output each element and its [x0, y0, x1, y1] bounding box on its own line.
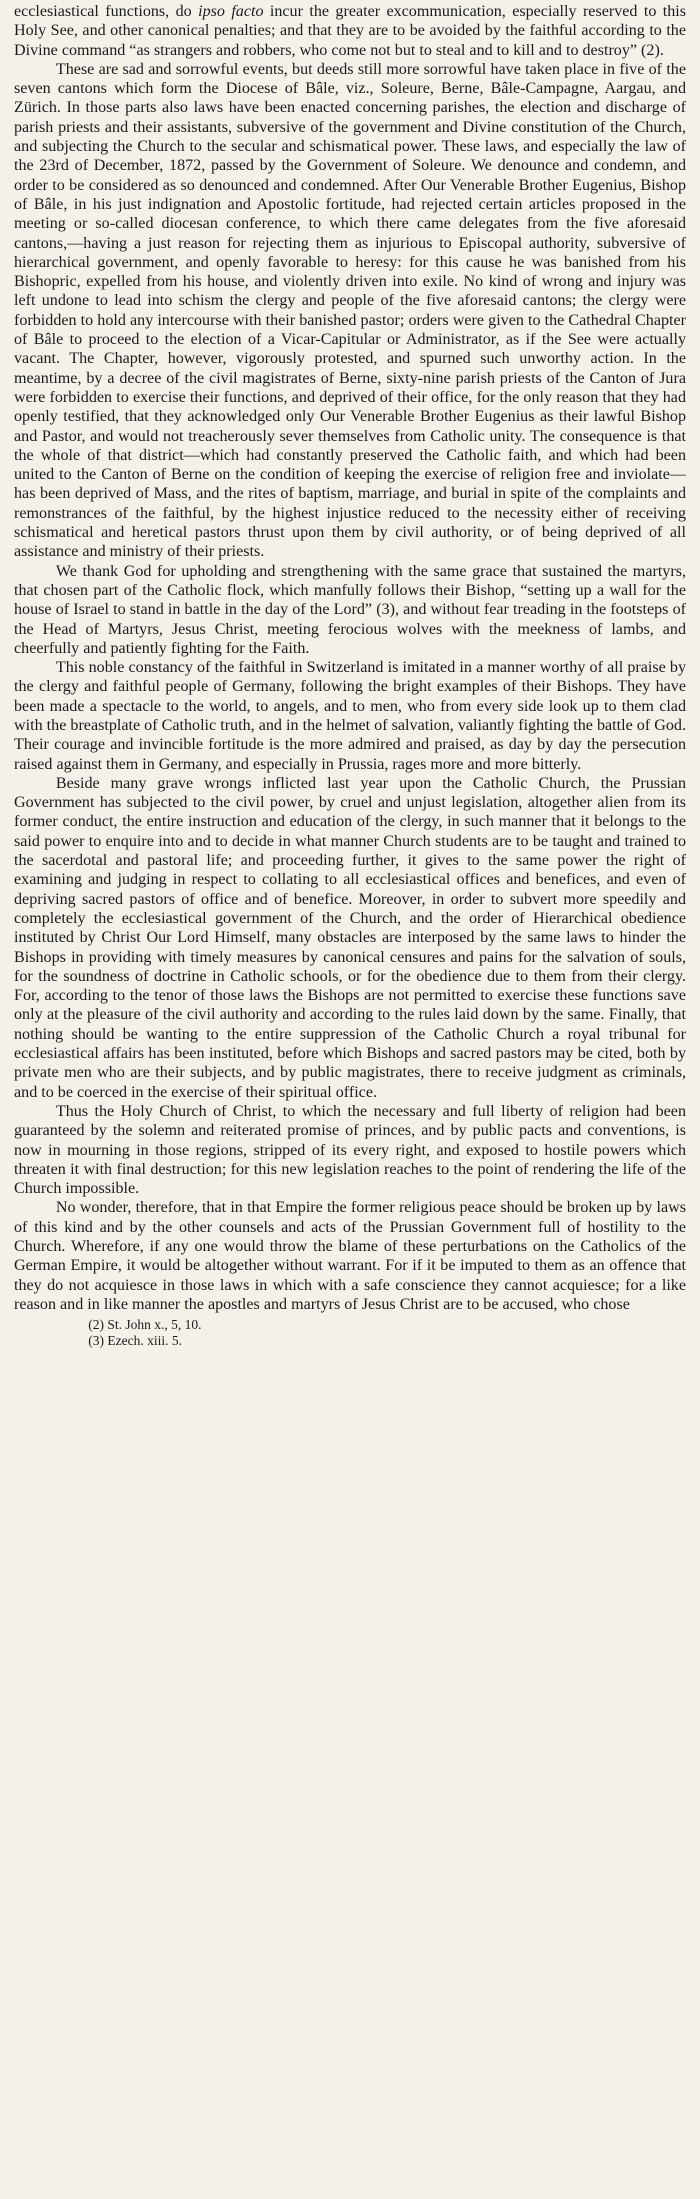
paragraph-5 — [14, 1102, 686, 1198]
text-run: Thus the Holy Church of Christ, to which the necessary and full liberty of religion had been guaranteed by the solemn and reiterated promise of princes, and by public pacts and conventions, is now in mourning in those regions, stripped of its every right, and exposed to hostile powers which threaten it with final destruction; for this new legislation reaches to the point of rendering the life of the Church impossible. — [14, 1102, 686, 1198]
footnote-2: (2) St. John x., 5, 10. — [88, 1317, 202, 1333]
paragraph-4 — [14, 774, 686, 1102]
footnotes — [14, 1317, 686, 1349]
text-run: These are sad and sorrowful events, but deeds still more sorrowful have taken place in five of the seven cantons which form the Diocese of Bâle, viz., Soleure, Berne, Bâle-Campagne, Aargau, and Zürich. In those parts also laws have been enacted concerning parishes, the election and discharge of parish priests and their assistants, subversive of the government and Divine constitution of the Church, and subjecting the Church to the secular and schismatical power. These laws, and especially the law of the 23rd of December, 1872, passed by the Government of Soleure. We denounce and condemn, and order to be considered as so denounced and condemned. After Our Venerable Brother Eugenius, Bishop of Bâle, in his just indignation and Apostolic fortitude, had rejected certain articles proposed in the meeting or so-called diocesan conference, to which there came delegates from the five aforesaid cantons,—having a just reason for rejecting them as injurious to Episcopal authority, subversive of hierarchical government, and openly favorable to heresy: for this cause he was banished from his Bishopric, expelled from his house, and violently driven into exile. No kind of wrong and injury was left undone to lead into schism the clergy and people of the five aforesaid cantons; the clergy were forbidden to hold any intercourse with their banished pastor; orders were given to the Cathedral Chapter of Bâle to proceed to the election of a Vicar-Capitular or Administrator, as if the See were actually vacant. The Chapter, however, vigorously protested, and spurned such unworthy action. In the meantime, by a decree of the civil magistrates of Berne, sixty-nine parish priests of the Canton of Jura were forbidden to exercise their functions, and deprived of their office, for the only reason that they had openly testified, that they acknowledged only Our Venerable Brother Eugenius as their lawful Bishop and Pastor, and would not treacherously sever themselves from Catholic unity. The consequence is that the whole of that district—which had constantly preserved the Catholic faith, and which had been united to the Canton of Berne on the condition of keeping the exercise of religion free and inviolate—has been deprived of Mass, and the rites of baptism, marriage, and burial in spite of the complaints and remonstrances of the faithful, by the highest injustice reduced to the necessity either of receiving schismatical and heretical pastors thrust upon them by civil authority, or of being deprived of all assistance and ministry of their priests. — [14, 60, 686, 561]
text-run: ecclesiastical functions, do — [14, 3, 199, 20]
paragraph-2 — [14, 562, 686, 658]
text-run: Beside many grave wrongs inflicted last year upon the Catholic Church, the Prussian Government has subjected to the civil power, by cruel and unjust legislation, altogether alien from its former conduct, the entire instruction and education of the clergy, in such manner that it belongs to the said power to enquire into and to decide in what manner Church students are to be taught and trained to the sacerdotal and pastoral life; and proceeding further, it gives to the same power the right of examining and judging in respect to collating to all ecclesiastical offices and benefices, and even of depriving sacred pastors of office and of benefice. Moreover, in order to subvert more speedily and completely the ecclesiastical government of the Church, and the order of Hierarchical obedience instituted by Christ Our Lord Himself, many obstacles are interposed by the same laws to hinder the Bishops in providing with timely measures by canonical censures and pains for the salvation of souls, for the soundness of doctrine in Catholic schools, or for the obedience due to them from their clergy. For, according to the tenor of those laws the Bishops are not permitted to exercise these functions save only at the pleasure of the civil authority and according to the rules laid down by the same. Finally, that nothing should be wanting to the entire suppression of the Catholic Church a royal tribunal for ecclesiastical affairs has been instituted, before which Bishops and sacred pastors may be cited, both by private men who are their subjects, and by public magistrates, there to receive judgment as criminals, and to be coerced in the exercise of their spiritual office. — [14, 774, 686, 1101]
text-run: incur the greater excommunication, especially reserved to this Holy See, and other canonical penalties; and that they are to be avoided by the faithful according to the Divine command “as strangers and robbers, who come not but to steal and to kill and to destroy” (2). — [14, 3, 687, 59]
text-column — [14, 2, 686, 1349]
paragraph-0 — [14, 2, 686, 60]
text-run: We thank God for upholding and strengthening with the same grace that sustained the martyrs, that chosen part of the Catholic flock, which manfully follows their Bishop, “setting up a wall for the house of Israel to stand in battle in the day of the Lord” (3), and without fear treading in the footsteps of the Head of Martyrs, Jesus Christ, meeting ferocious wolves with the meekness of lambs, and cheerfully and patiently fighting for the Faith. — [14, 562, 686, 657]
footnote-3: (3) Ezech. xiii. 5. — [88, 1333, 182, 1349]
paragraph-6 — [14, 1198, 686, 1314]
text-run: No wonder, therefore, that in that Empire the former religious peace should be broken up by laws of this kind and by the other counsels and acts of the Prussian Government full of hostility to the Church. Wherefore, if any one would throw the blame of these perturbations on the Catholics of the German Empire, it would be altogether without warrant. For if it be imputed to them as an offence that they do not acquiesce in those laws in which with a safe conscience they cannot acquiesce; for a like reason and in like manner the apostles and martyrs of Jesus Christ are to be accused, who chose — [14, 1199, 686, 1313]
text-run: This noble constancy of the faithful in Switzerland is imitated in a manner worthy of all praise by the clergy and faithful people of Germany, following the bright examples of their Bishops. They have been made a spectacle to the world, to angels, and to men, who from every side look up to them clad with the breastplate of Catholic truth, and in the helmet of salvation, valiantly fighting the battle of God. Their courage and invincible fortitude is the more admired and praised, as day by day the persecution raised against them in Germany, and especially in Prussia, rages more and more bitterly. — [14, 659, 686, 773]
paragraph-1 — [14, 60, 686, 562]
paragraph-3 — [14, 658, 686, 774]
italic-phrase: ipso facto — [198, 3, 264, 20]
